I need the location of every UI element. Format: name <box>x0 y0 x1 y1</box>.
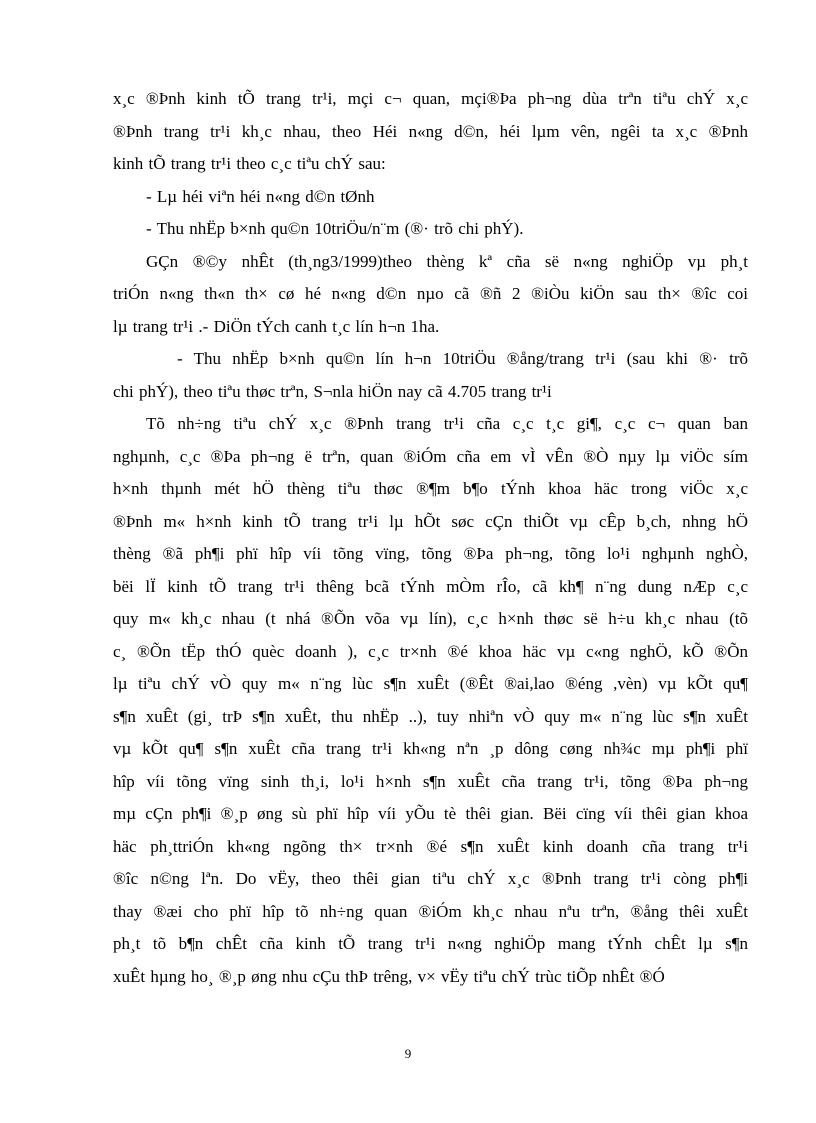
text-line: hîp víi tõng vïng sinh th¸i, lo¹i h×nh s¶n xuÊt cña trang tr¹i, tõng ®Þa ph¬ng <box>113 771 748 791</box>
text-line: x¸c ®Þnh kinh tÕ trang tr¹i, mçi c¬ quan, mçi®Þa ph¬ng dùa trªn tiªu chÝ x¸c <box>113 89 748 108</box>
text-line: thay ®æi cho phï hîp tõ nh÷ng quan ®iÓm kh¸c nhau nªu trªn, ®ång thêi xuÊt <box>113 901 748 921</box>
text-line: nghµnh, c¸c ®Þa ph¬ng ë trªn, quan ®iÓm cña em vÌ vÊn ®Ò nµy lµ viÖc sím <box>113 446 748 466</box>
text-line: GÇn ®©y nhÊt (th¸ng3/1999)theo thèng kª cña së n«ng nghiÖp vµ ph¸t <box>146 251 748 271</box>
text-line: ®Þnh trang tr¹i kh¸c nhau, theo Héi n«ng d©n, héi lµm vên, ngêi ta x¸c ®Þnh <box>113 121 748 141</box>
text-line: - Thu nhËp b×nh qu©n 10triÖu/n¨m (®· trõ chi phÝ). <box>146 219 524 238</box>
text-line: - Lµ héi viªn héi n«ng d©n tØnh <box>146 186 375 206</box>
text-line: - Thu nhËp b×nh qu©n lín h¬n 10triÖu ®ång/trang tr¹i (sau khi ®· trõ <box>177 349 748 368</box>
text-line: quy m« kh¸c nhau (t nhá ®Õn võa vµ lín), c¸c h×nh thøc së h÷u kh¸c nhau (tõ <box>113 609 748 628</box>
text-line: ®îc n©ng lªn. Do vËy, theo thêi gian tiªu chÝ x¸c ®Þnh trang tr¹i còng ph¶i <box>113 869 748 888</box>
text-line: mµ cÇn ph¶i ®¸p øng sù phï hîp víi yÕu tè thêi gian. Bëi cïng víi thêi gian khoa <box>113 804 748 823</box>
page-number: 9 <box>404 1046 412 1061</box>
text-line: häc ph¸ttriÓn kh«ng ngõng th× tr×nh ®é s¶n xuÊt kinh doanh cña trang tr¹i <box>113 836 748 856</box>
text-line: kinh tÕ trang tr¹i theo c¸c tiªu chÝ sau: <box>113 154 386 173</box>
text-line: thèng ®ã ph¶i phï hîp víi tõng vïng, tõng ®Þa ph¬ng, tõng lo¹i nghµnh nghÒ, <box>113 544 748 563</box>
text-line: Tõ nh÷ng tiªu chÝ x¸c ®Þnh trang tr¹i cña c¸c t¸c gi¶, c¸c c¬ quan ban <box>146 414 748 433</box>
text-line: h×nh thµnh mét hÖ thèng tiªu thøc ®¶m b¶o tÝnh khoa häc trong viÖc x¸c <box>113 479 748 498</box>
text-line: ®Þnh m« h×nh kinh tÕ trang tr¹i lµ hÕt søc cÇn thiÕt vµ cÊp b¸ch, nhng hÖ <box>113 511 748 531</box>
text-line: bëi lÏ kinh tÕ trang tr¹i thêng bcã tÝnh mÒm rÎo, cã kh¶ n¨ng dung nÆp c¸c <box>113 576 748 596</box>
text-line: chi phÝ), theo tiªu thøc trªn, S¬nla hiÖn nay cã 4.705 trang tr¹i <box>113 381 552 401</box>
text-line: triÓn n«ng th«n th× cø hé n«ng d©n nµo cã ®ñ 2 ®iÒu kiÖn sau th× ®îc coi <box>113 284 748 303</box>
text-line: lµ trang tr¹i .- DiÖn tÝch canh t¸c lín h¬n 1ha. <box>113 316 440 336</box>
document-body <box>113 83 748 993</box>
text-line: s¶n xuÊt (gi¸ trÞ s¶n xuÊt, thu nhËp ..), tuy nhiªn vÒ quy m« n¨ng lùc s¶n xuÊt <box>113 706 748 726</box>
text-line: c¸ ®Õn tËp thÓ quèc doanh ), c¸c tr×nh ®é khoa häc vµ c«ng nghÖ, kÕ ®Õn <box>113 641 748 661</box>
text-line: xuÊt hµng ho¸ ®¸p øng nhu cÇu thÞ trêng, v× vËy tiªu chÝ trùc tiÕp nhÊt ®Ó <box>113 966 665 986</box>
text-line: lµ tiªu chÝ vÒ quy m« n¨ng lùc s¶n xuÊt (®Êt ®ai,lao ®éng ,vèn) vµ kÕt qu¶ <box>113 674 748 693</box>
text-line: vµ kÕt qu¶ s¶n xuÊt cña trang tr¹i kh«ng nªn ¸p dông cøng nh¾c mµ ph¶i phï <box>113 739 748 758</box>
text-line: ph¸t tõ b¶n chÊt cña kinh tÕ trang tr¹i n«ng nghiÖp mang tÝnh chÊt lµ s¶n <box>113 934 748 953</box>
